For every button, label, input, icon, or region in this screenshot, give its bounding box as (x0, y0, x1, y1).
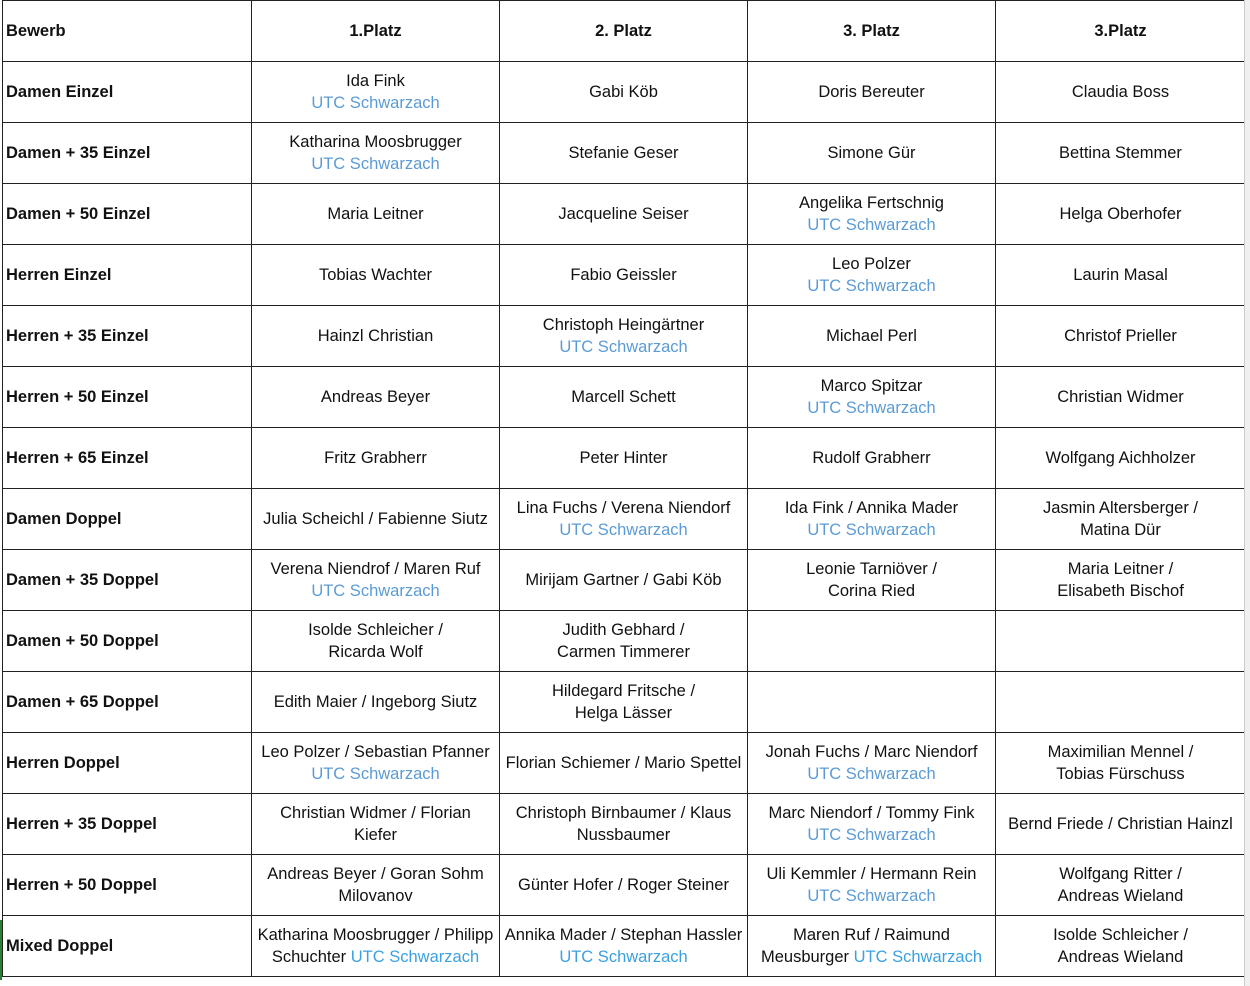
club-label: UTC Schwarzach (311, 155, 440, 173)
player-names (254, 558, 497, 580)
table-row (3, 245, 1246, 306)
player-names (750, 497, 993, 519)
player-names (254, 325, 497, 347)
club-label: UTC Schwarzach (807, 399, 936, 417)
placement-cell[interactable] (748, 123, 996, 184)
table-row (3, 62, 1246, 123)
player-names (502, 874, 745, 896)
results-sheet (2, 0, 1245, 981)
placement-cell[interactable] (748, 611, 996, 672)
placement-cell[interactable] (252, 855, 500, 916)
placement-cell[interactable] (252, 489, 500, 550)
placement-cell[interactable] (252, 306, 500, 367)
player-text: Lina Fuchs / Verena Niendorf (516, 499, 731, 517)
placement-cell[interactable] (252, 123, 500, 184)
player-names (998, 580, 1243, 602)
event-cell[interactable]: Herren Einzel (3, 245, 252, 306)
header-platz-2[interactable]: 2. Platz (500, 1, 748, 62)
placement-cell[interactable] (252, 367, 500, 428)
club-label: UTC Schwarzach (559, 338, 688, 356)
player-names (502, 203, 745, 225)
player-text: Helga Oberhofer (1059, 205, 1182, 223)
event-cell[interactable]: Herren + 35 Doppel (3, 794, 252, 855)
player-text: Ida Fink / Annika Mader (784, 499, 959, 517)
placement-cell[interactable] (996, 733, 1246, 794)
placement-cell[interactable] (996, 245, 1246, 306)
placement-cell[interactable] (748, 916, 996, 977)
player-text: Hainzl Christian (317, 327, 434, 345)
placement-cell[interactable] (252, 62, 500, 123)
player-text: Jonah Fuchs / Marc Niendorf (765, 743, 978, 761)
header-platz-1[interactable]: 1.Platz (252, 1, 500, 62)
club-label: UTC Schwarzach (807, 765, 936, 783)
table-row (3, 733, 1246, 794)
placement-cell[interactable] (748, 367, 996, 428)
placement-cell[interactable] (500, 306, 748, 367)
player-names (502, 81, 745, 103)
player-names (254, 691, 497, 713)
player-text: Maximilian Mennel / (1047, 743, 1194, 761)
event-cell[interactable]: Mixed Doppel (3, 916, 252, 977)
placement-cell[interactable] (500, 184, 748, 245)
player-names (998, 325, 1243, 347)
player-names (502, 641, 745, 663)
player-names (502, 264, 745, 286)
player-text: Tobias Wachter (318, 266, 433, 284)
player-names (750, 802, 993, 824)
table-row (3, 123, 1246, 184)
player-text: Stefanie Geser (568, 144, 679, 162)
table-row (3, 794, 1246, 855)
placement-cell[interactable] (500, 489, 748, 550)
club-label: UTC Schwarzach (807, 826, 936, 844)
player-text: Wolfgang Aichholzer (1045, 449, 1196, 467)
player-text: Laurin Masal (1073, 266, 1168, 284)
player-names (502, 680, 745, 702)
player-text: Kiefer (353, 826, 398, 844)
event-cell[interactable]: Damen + 35 Doppel (3, 550, 252, 611)
placement-cell[interactable] (500, 62, 748, 123)
player-text: Verena Niendrof / Maren Ruf (270, 560, 481, 578)
player-names (254, 802, 497, 824)
placement-cell[interactable] (748, 306, 996, 367)
event-cell[interactable]: Damen + 65 Doppel (3, 672, 252, 733)
placement-cell[interactable] (996, 184, 1246, 245)
table-row (3, 428, 1246, 489)
player-text: Günter Hofer / Roger Steiner (518, 876, 729, 894)
placement-cell[interactable] (748, 184, 996, 245)
player-text: Annika Mader / Stephan Hassler (504, 926, 743, 944)
player-text: Fritz Grabherr (324, 449, 427, 467)
club-label: UTC Schwarzach (853, 948, 982, 966)
event-cell[interactable]: Herren Doppel (3, 733, 252, 794)
club-label: UTC Schwarzach (311, 582, 440, 600)
player-names (254, 619, 497, 641)
player-text: Ida Fink (346, 72, 405, 90)
placement-cell[interactable] (252, 794, 500, 855)
player-names (750, 81, 993, 103)
player-text: Christof Prieller (1064, 327, 1177, 345)
table-row (3, 184, 1246, 245)
player-text: Ricarda Wolf (328, 643, 423, 661)
player-names (254, 824, 497, 846)
placement-cell[interactable] (252, 428, 500, 489)
event-cell[interactable]: Damen + 35 Einzel (3, 123, 252, 184)
player-names (502, 702, 745, 724)
placement-cell[interactable] (252, 245, 500, 306)
club-label: UTC Schwarzach (807, 216, 936, 234)
player-text: Claudia Boss (1071, 83, 1170, 101)
player-text: Judith Gebhard / (562, 621, 685, 639)
player-names (502, 924, 745, 946)
header-platz-3a[interactable]: 3. Platz (748, 1, 996, 62)
placement-cell[interactable] (996, 367, 1246, 428)
event-cell[interactable]: Damen Doppel (3, 489, 252, 550)
player-text: Peter Hinter (579, 449, 668, 467)
player-text: Nussbaumer (576, 826, 671, 844)
club-label: UTC Schwarzach (559, 521, 688, 539)
player-names (750, 447, 993, 469)
player-text: Jasmin Altersberger / (1043, 499, 1198, 517)
player-names (998, 763, 1243, 785)
player-text: Maria Leitner (327, 205, 424, 223)
player-names (254, 741, 497, 763)
placement-cell[interactable] (996, 123, 1246, 184)
player-text: Katharina Moosbrugger / Philipp (257, 926, 494, 944)
player-names (998, 203, 1243, 225)
table-row (3, 672, 1246, 733)
placement-cell[interactable] (500, 672, 748, 733)
placement-cell[interactable] (996, 855, 1246, 916)
player-text: Christoph Heingärtner (542, 316, 705, 334)
table-row (3, 611, 1246, 672)
player-names (998, 519, 1243, 541)
placement-cell[interactable] (748, 794, 996, 855)
player-text: Christian Widmer / Florian (280, 804, 471, 822)
placement-cell[interactable] (996, 672, 1246, 733)
player-text: Corina Ried (827, 582, 916, 600)
player-text: Maria Leitner / (1067, 560, 1174, 578)
player-text: Meusburger (760, 948, 850, 966)
player-text: Christoph Birnbaumer / Klaus (515, 804, 732, 822)
player-names (998, 386, 1243, 408)
player-names (502, 447, 745, 469)
player-text: Leonie Tarniöver / (806, 560, 937, 578)
placement-cell[interactable] (748, 733, 996, 794)
placement-cell[interactable] (996, 489, 1246, 550)
player-text: Bernd Friede / Christian Hainzl (1008, 815, 1233, 833)
player-text: Julia Scheichl / Fabienne Siutz (263, 510, 488, 528)
table-row (3, 489, 1246, 550)
player-names (998, 497, 1243, 519)
player-names (502, 386, 745, 408)
club-label: UTC Schwarzach (807, 277, 936, 295)
player-text: Doris Bereuter (818, 83, 925, 101)
player-names (998, 264, 1243, 286)
header-bewerb[interactable]: Bewerb (3, 1, 252, 62)
placement-cell[interactable] (748, 550, 996, 611)
player-text: Simone Gür (827, 144, 916, 162)
club-label: UTC Schwarzach (311, 765, 440, 783)
player-names (502, 824, 745, 846)
placement-cell[interactable] (500, 428, 748, 489)
player-text: Mirijam Gartner / Gabi Köb (525, 571, 722, 589)
selected-row-indicator (0, 920, 2, 980)
player-names (750, 946, 993, 968)
player-text: Isolde Schleicher / (308, 621, 443, 639)
placement-cell[interactable] (500, 367, 748, 428)
player-text: Bettina Stemmer (1059, 144, 1182, 162)
player-text: Uli Kemmler / Hermann Rein (766, 865, 977, 883)
player-text: Marco Spitzar (820, 377, 923, 395)
player-names (998, 741, 1243, 763)
placement-cell[interactable] (996, 306, 1246, 367)
placement-cell[interactable] (500, 611, 748, 672)
club-label: UTC Schwarzach (350, 948, 480, 966)
player-text: Katharina Moosbrugger (289, 133, 462, 151)
placement-cell[interactable] (748, 245, 996, 306)
placement-cell[interactable] (500, 245, 748, 306)
player-names (502, 619, 745, 641)
results-table (2, 0, 1246, 977)
player-text: Edith Maier / Ingeborg Siutz (273, 693, 478, 711)
player-text: Hildegard Fritsche / (551, 682, 696, 700)
placement-cell[interactable] (748, 672, 996, 733)
table-row (3, 916, 1246, 977)
player-names (254, 508, 497, 530)
player-names (998, 813, 1243, 835)
player-names (254, 131, 497, 153)
placement-cell[interactable] (500, 916, 748, 977)
placement-cell[interactable] (748, 62, 996, 123)
player-names (254, 863, 497, 885)
player-text: Marc Niendorf / Tommy Fink (768, 804, 975, 822)
player-names (998, 558, 1243, 580)
placement-cell[interactable] (748, 428, 996, 489)
table-row (3, 550, 1246, 611)
player-text: Gabi Köb (589, 83, 658, 101)
placement-cell[interactable] (996, 428, 1246, 489)
player-text: Jacqueline Seiser (558, 205, 689, 223)
player-names (750, 580, 993, 602)
player-names (254, 924, 497, 946)
placement-cell[interactable] (500, 550, 748, 611)
table-row (3, 306, 1246, 367)
club-label: UTC Schwarzach (807, 887, 936, 905)
player-names (254, 946, 497, 968)
player-names (998, 142, 1243, 164)
player-text: Carmen Timmerer (557, 643, 690, 661)
player-names (750, 558, 993, 580)
player-names (998, 863, 1243, 885)
player-names (502, 569, 745, 591)
player-names (254, 203, 497, 225)
player-names (998, 447, 1243, 469)
player-names (998, 885, 1243, 907)
placement-cell[interactable] (996, 550, 1246, 611)
player-text: Maren Ruf / Raimund (793, 926, 950, 944)
table-row (3, 855, 1246, 916)
player-text: Elisabeth Bischof (1057, 582, 1184, 600)
player-names (254, 386, 497, 408)
placement-cell[interactable] (748, 855, 996, 916)
player-names (998, 81, 1243, 103)
player-names (254, 70, 497, 92)
player-text: Andreas Wieland (1057, 948, 1184, 966)
player-names (750, 192, 993, 214)
placement-cell[interactable] (996, 62, 1246, 123)
table-row (3, 367, 1246, 428)
player-text: Florian Schiemer / Mario Spettel (505, 754, 742, 772)
event-cell[interactable]: Damen Einzel (3, 62, 252, 123)
player-text: Helga Lässer (574, 704, 673, 722)
event-cell[interactable]: Herren + 50 Einzel (3, 367, 252, 428)
player-names (750, 375, 993, 397)
player-names (502, 752, 745, 774)
club-label: UTC Schwarzach (311, 94, 440, 112)
placement-cell[interactable] (252, 733, 500, 794)
sheet-right-edge (1244, 0, 1250, 986)
player-names (750, 325, 993, 347)
player-text: Isolde Schleicher / (1053, 926, 1188, 944)
player-names (750, 741, 993, 763)
event-cell[interactable]: Damen + 50 Doppel (3, 611, 252, 672)
player-names (502, 802, 745, 824)
player-names (502, 142, 745, 164)
player-names (750, 253, 993, 275)
event-cell[interactable]: Herren + 50 Doppel (3, 855, 252, 916)
placement-cell[interactable] (500, 855, 748, 916)
placement-cell[interactable] (252, 672, 500, 733)
placement-cell[interactable] (500, 794, 748, 855)
results-body (3, 62, 1246, 977)
event-cell[interactable]: Herren + 65 Einzel (3, 428, 252, 489)
placement-cell[interactable] (252, 916, 500, 977)
player-names (750, 142, 993, 164)
player-text: Leo Polzer / Sebastian Pfanner (261, 743, 490, 761)
player-names (254, 885, 497, 907)
player-text: Angelika Fertschnig (799, 194, 944, 212)
event-cell[interactable]: Herren + 35 Einzel (3, 306, 252, 367)
player-text: Andreas Beyer / Goran Sohm (267, 865, 484, 883)
player-text: Leo Polzer (832, 255, 911, 273)
player-names (998, 946, 1243, 968)
player-names (502, 314, 745, 336)
player-names (750, 924, 993, 946)
player-text: Andreas Beyer (320, 388, 431, 406)
player-text: Matina Dür (1080, 521, 1161, 539)
placement-cell[interactable] (996, 794, 1246, 855)
placement-cell[interactable] (500, 123, 748, 184)
player-text: Marcell Schett (571, 388, 676, 406)
header-platz-3b[interactable]: 3.Platz (996, 1, 1246, 62)
player-text: Schuchter (271, 948, 347, 966)
player-text: Milovanov (338, 887, 413, 905)
placement-cell[interactable] (748, 489, 996, 550)
player-names (254, 641, 497, 663)
placement-cell[interactable] (252, 184, 500, 245)
player-text: Andreas Wieland (1057, 887, 1184, 905)
placement-cell[interactable] (252, 550, 500, 611)
header-row (3, 1, 1246, 62)
player-text: Christian Widmer (1057, 388, 1184, 406)
placement-cell[interactable] (996, 916, 1246, 977)
club-label: UTC Schwarzach (807, 521, 936, 539)
player-text: Tobias Fürschuss (1056, 765, 1185, 783)
club-label: UTC Schwarzach (559, 948, 688, 966)
player-names (254, 264, 497, 286)
player-names (750, 863, 993, 885)
placement-cell[interactable] (500, 733, 748, 794)
player-text: Wolfgang Ritter / (1059, 865, 1182, 883)
player-text: Rudolf Grabherr (812, 449, 931, 467)
placement-cell[interactable] (252, 611, 500, 672)
player-text: Fabio Geissler (570, 266, 677, 284)
event-cell[interactable]: Damen + 50 Einzel (3, 184, 252, 245)
player-text: Michael Perl (826, 327, 917, 345)
player-names (254, 447, 497, 469)
player-names (502, 497, 745, 519)
player-names (998, 924, 1243, 946)
placement-cell[interactable] (996, 611, 1246, 672)
